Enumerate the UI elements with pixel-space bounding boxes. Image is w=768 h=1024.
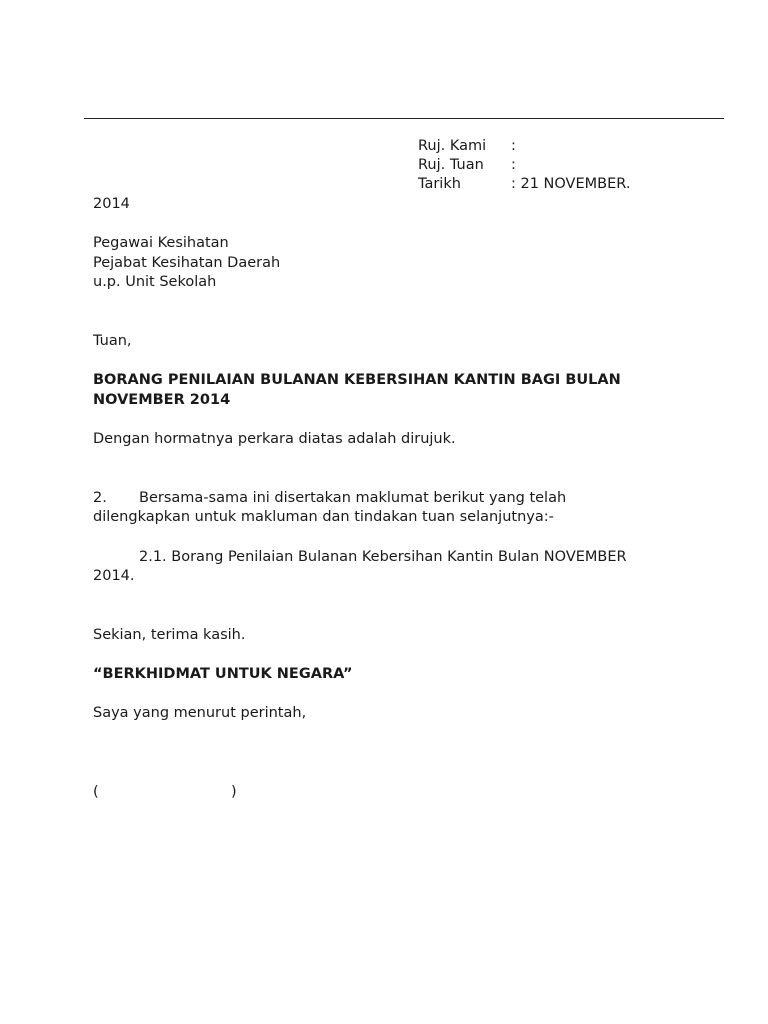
paragraph-2-number: 2. [93,490,107,506]
signature-close-paren: ) [231,784,237,800]
our-ref-value: : [511,138,516,154]
our-ref-label: Ruj. Kami [418,138,487,154]
item-2-1-line-1: 2.1. Borang Penilaian Bulanan Kebersihan Kantin Bulan NOVEMBER [139,549,627,565]
closing-motto: “BERKHIDMAT UNTUK NEGARA” [93,666,353,682]
recipient-line-1: Pegawai Kesihatan [93,235,229,251]
body-paragraph-1: Dengan hormatnya perkara diatas adalah dirujuk. [93,431,456,447]
subject-line-1: BORANG PENILAIAN BULANAN KEBERSIHAN KANTIN BAGI BULAN [93,372,621,388]
your-ref-value: : [511,157,516,173]
salutation: Tuan, [93,333,132,349]
closing-sign-off: Saya yang menurut perintah, [93,705,307,721]
subject-line-2: NOVEMBER 2014 [93,392,231,408]
your-ref-label: Ruj. Tuan [418,157,484,173]
date-label: Tarikh [418,176,461,192]
paragraph-2-line-2: dilengkapkan untuk makluman dan tindakan tuan selanjutnya:- [93,509,554,525]
date-value: : 21 NOVEMBER. [511,176,631,192]
date-year: 2014 [93,196,130,212]
signature-open-paren: ( [93,784,99,800]
recipient-line-3: u.p. Unit Sekolah [93,274,217,290]
header-rule [84,118,724,119]
item-2-1-line-2: 2014. [93,568,135,584]
recipient-line-2: Pejabat Kesihatan Daerah [93,255,281,271]
closing-thanks: Sekian, terima kasih. [93,627,246,643]
paragraph-2-line-1: Bersama-sama ini disertakan maklumat berikut yang telah [139,490,567,506]
